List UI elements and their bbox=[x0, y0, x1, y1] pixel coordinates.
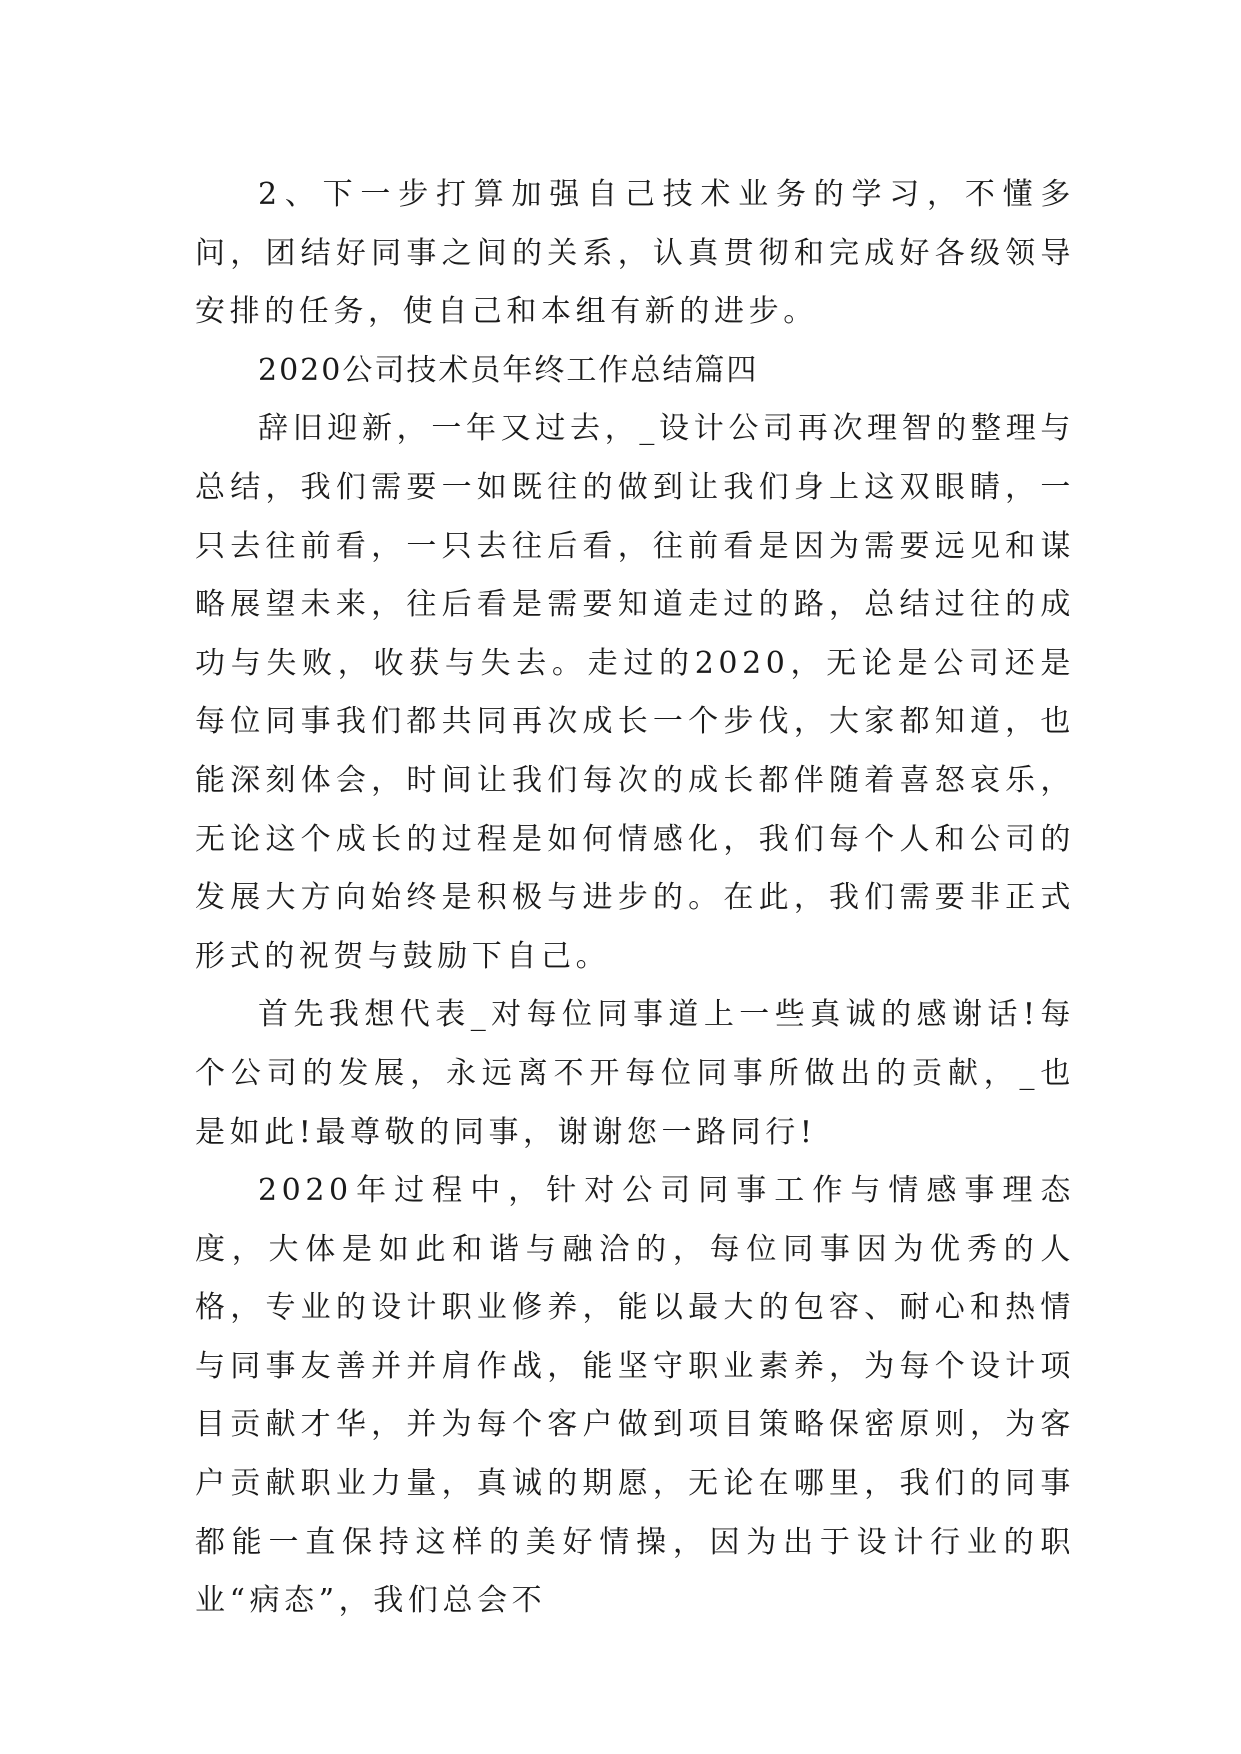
paragraph-thanks: 首先我想代表_对每位同事道上一些真诚的感谢话!每个公司的发展，永远离不开每位同事所做出的贡献，_也是如此!最尊敬的同事，谢谢您一路同行! bbox=[195, 997, 1075, 1150]
section-heading: 2020公司技术员年终工作总结篇四 bbox=[258, 352, 759, 388]
paragraph-year-review: 2020年过程中，针对公司同事工作与情感事理态度，大体是如此和谐与融洽的，每位同事因为优秀的人格，专业的设计职业修养，能以最大的包容、耐心和热情与同事友善并并肩作战，能坚守职业素养，为每个设计项目贡献才华，并为每个客户做到项目策略保密原则，为客户贡献职业力量，真诚的期愿，无论在哪里，我们的同事都能一直保持这样的美好情操，因为出于设计行业的职业“病态”，我们总会不 bbox=[195, 1173, 1075, 1619]
paragraph-next-steps: 2、下一步打算加强自己技术业务的学习，不懂多问，团结好同事之间的关系，认真贯彻和完成好各级领导安排的任务，使自己和本组有新的进步。 bbox=[195, 177, 1075, 330]
document-body bbox=[195, 166, 1075, 1631]
paragraph-intro: 辞旧迎新，一年又过去，_设计公司再次理智的整理与总结，我们需要一如既往的做到让我们身上这双眼睛，一只去往前看，一只去往后看，往前看是因为需要远见和谋略展望未来，往后看是需要知道走过的路，总结过往的成功与失败，收获与失去。走过的2020，无论是公司还是每位同事我们都共同再次成长一个步伐，大家都知道，也能深刻体会，时间让我们每次的成长都伴随着喜怒哀乐，无论这个成长的过程是如何情感化，我们每个人和公司的发展大方向始终是积极与进步的。在此，我们需要非正式形式的祝贺与鼓励下自己。 bbox=[195, 411, 1075, 974]
